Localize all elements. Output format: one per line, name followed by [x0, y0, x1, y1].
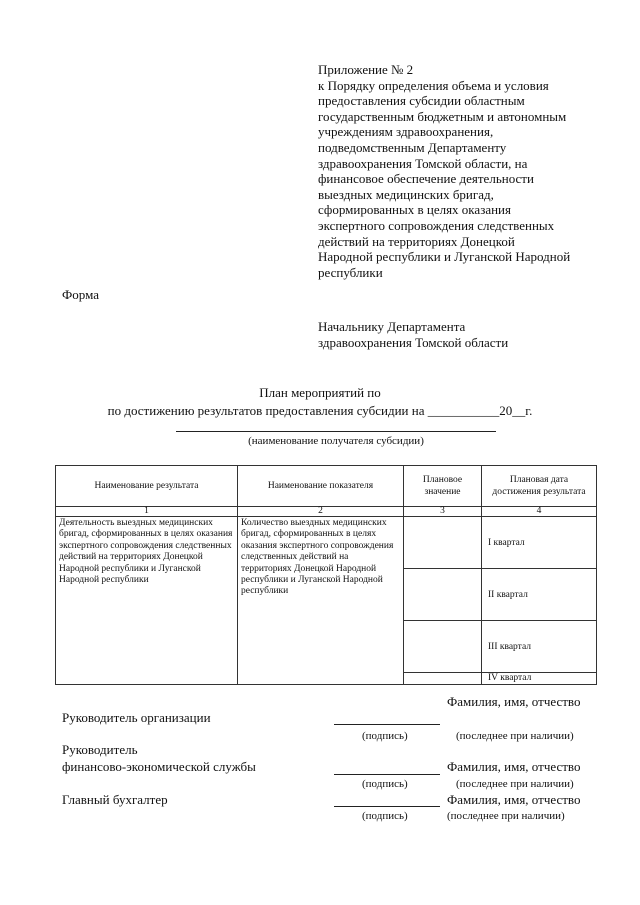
annex-line: действий на территориях Донецкой — [318, 233, 515, 249]
fio-label: Фамилия, имя, отчество — [447, 694, 581, 709]
quarter-cell: I квартал — [482, 517, 597, 569]
table-row — [56, 517, 597, 569]
column-number: 2 — [238, 507, 404, 517]
column-number: 4 — [482, 507, 597, 517]
annex-line: республики — [318, 264, 383, 280]
planned-value-cell — [404, 569, 482, 621]
column-number: 1 — [56, 507, 238, 517]
header-planned-date: Плановая дата достижения результата — [482, 466, 597, 507]
annex-line: учреждениям здравоохранения, — [318, 124, 494, 140]
form-label: Форма — [62, 287, 99, 302]
fio-note: (последнее при наличии) — [456, 778, 574, 790]
annex-line: подведомственным Департаменту — [318, 139, 507, 155]
annex-line: экспертного сопровождения следственных — [318, 217, 555, 233]
head-org-label: Руководитель организации — [62, 710, 211, 725]
annex-line: государственным бюджетным и автономным — [318, 108, 567, 124]
table-number-row — [56, 507, 597, 517]
header-result: Наименование результата — [56, 466, 238, 507]
addressee-line: Начальнику Департамента — [318, 319, 466, 334]
plan-subtitle: по достижению результатов предоставления субсидии на ___________20__г. — [107, 403, 533, 418]
planned-value-cell — [404, 517, 482, 569]
result-cell: Деятельность выездных медицинских бригад, сформированных в целях оказания экспертного сопровождения следственных действий на территориях Донецкой Народной республики и Луганской Народной республики — [56, 517, 238, 685]
annex-line: предоставления субсидии областным — [318, 93, 525, 109]
annex-line: финансовое обеспечение деятельности — [318, 171, 534, 187]
head-fin-label-2: финансово-экономической службы — [62, 759, 256, 774]
signature-line — [334, 774, 440, 775]
annex-line: сформированных в целях оказания — [318, 202, 511, 218]
annex-line: выездных медицинских бригад, — [318, 186, 494, 202]
fio-label: Фамилия, имя, отчество — [447, 759, 581, 774]
planned-value-cell — [404, 621, 482, 673]
indicator-cell: Количество выездных медицинских бригад, сформированных в целях оказания экспертного сопровождения следственных действий на территориях Донецкой Народной республики и Луганской Народной республики — [238, 517, 404, 685]
plan-title: План мероприятий по — [259, 385, 381, 400]
signature-line — [334, 806, 440, 807]
recipient-caption: (наименование получателя субсидии) — [248, 435, 424, 447]
header-planned-value: Плановое значение — [404, 466, 482, 507]
quarter-cell: III квартал — [482, 621, 597, 673]
plan-table — [55, 465, 597, 685]
chief-accountant-label: Главный бухгалтер — [62, 792, 168, 807]
recipient-name-line — [176, 431, 496, 432]
table-header-row — [56, 466, 597, 507]
fio-note: (последнее при наличии) — [447, 810, 565, 822]
signature-caption: (подпись) — [362, 810, 408, 822]
planned-value-cell — [404, 673, 482, 685]
fio-note: (последнее при наличии) — [456, 730, 574, 742]
annex-header — [318, 62, 608, 280]
header-indicator: Наименование показателя — [238, 466, 404, 507]
addressee-line: здравоохранения Томской области — [318, 335, 509, 350]
annex-line: к Порядку определения объема и условия — [318, 77, 549, 93]
annex-line: здравоохранения Томской области, на — [318, 155, 528, 171]
signature-caption: (подпись) — [362, 730, 408, 742]
annex-line: Приложение № 2 — [318, 62, 414, 77]
quarter-cell: II квартал — [482, 569, 597, 621]
addressee — [318, 319, 508, 351]
signature-line — [334, 724, 440, 725]
signature-caption: (подпись) — [362, 778, 408, 790]
annex-line: Народной республики и Луганской Народной — [318, 249, 571, 265]
fio-label: Фамилия, имя, отчество — [447, 792, 581, 807]
column-number: 3 — [404, 507, 482, 517]
quarter-cell: IV квартал — [482, 673, 597, 685]
head-fin-label-1: Руководитель — [62, 742, 138, 757]
